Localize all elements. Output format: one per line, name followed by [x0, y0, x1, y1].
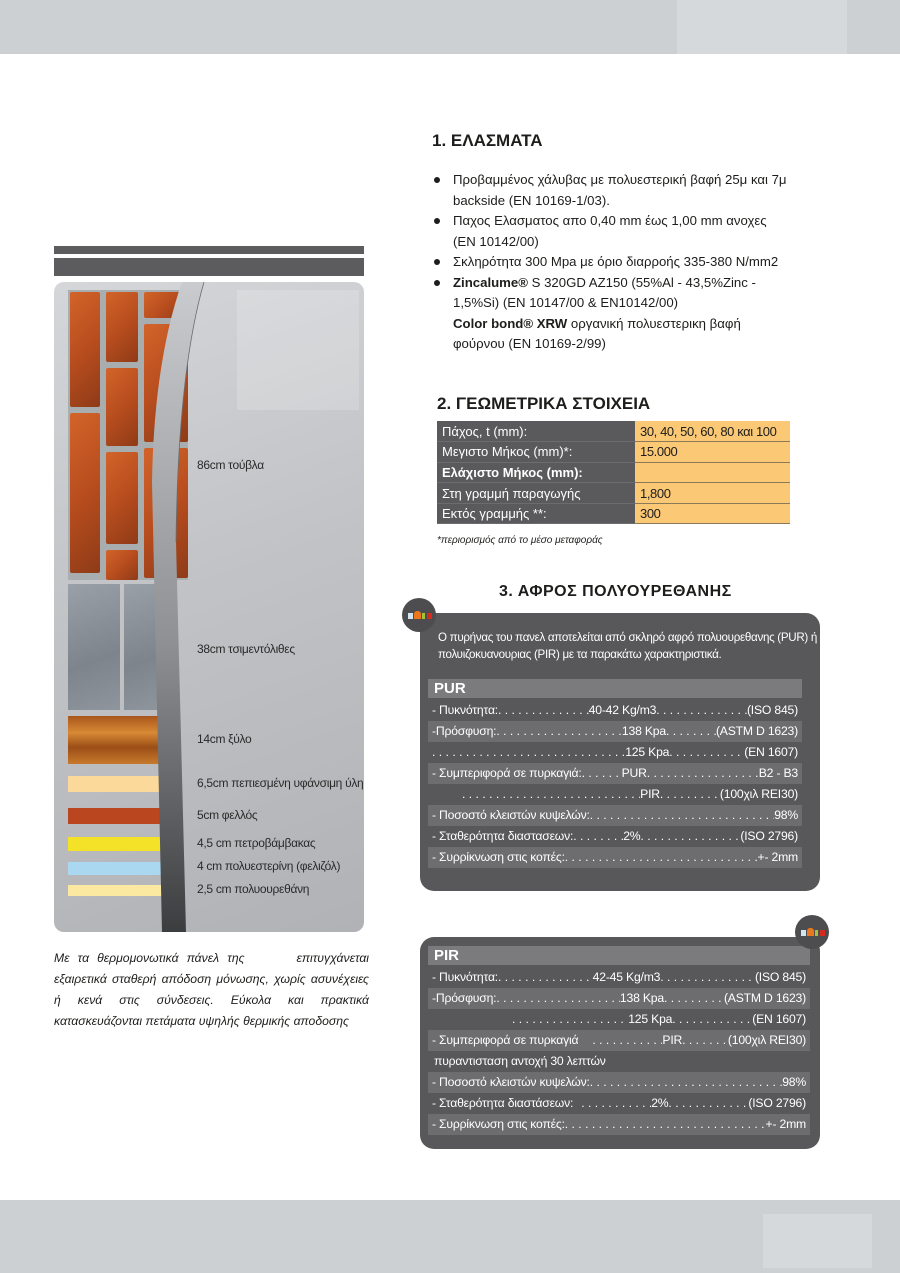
colorbond-spec: οργανική πολυεστερικη βαφή φούρνου (EN 10169-2/99)	[453, 315, 741, 351]
property-row	[428, 784, 802, 805]
pir-box	[420, 937, 820, 1149]
property-value: 125 Kpa	[625, 745, 670, 759]
row-value: 15.000	[635, 442, 790, 463]
row-label: Πάχος, t (mm):	[437, 421, 635, 442]
property-value: PIR	[662, 1033, 683, 1047]
property-standard: +- 2mm	[765, 1117, 806, 1131]
property-row	[428, 805, 802, 826]
property-row	[428, 1114, 810, 1135]
section2-title: 2. ΓΕΩΜΕΤΡΙΚΑ ΣΤΟΙΧΕΙΑ	[437, 394, 651, 413]
table-row	[437, 483, 790, 504]
label-wood: 14cm ξύλο	[197, 732, 252, 746]
property-value: 2%	[623, 829, 641, 843]
property-label: - Συμπεριφορά σε πυρκαγιά	[432, 1033, 579, 1047]
pur-heading: PUR	[428, 679, 802, 698]
property-label: - Πυκνότητα:	[432, 703, 498, 717]
property-label: - Ποσοστό κλειστών κυψελών:	[432, 808, 590, 822]
table-row	[437, 442, 790, 463]
property-standard: (ISO 2796)	[740, 829, 798, 843]
label-polyurethane: 2,5 cm πολυουρεθάνη	[197, 882, 310, 896]
caption-part1: Με τα θερμομονωτικά πάνελ της	[54, 951, 245, 965]
property-label: - Σταθερότητα διαστάσεων:	[432, 1096, 574, 1110]
property-standard: (100χιλ REI30)	[727, 1033, 806, 1047]
label-brick: 86cm τούβλα	[197, 458, 264, 472]
property-row	[428, 721, 802, 742]
table-row	[437, 503, 790, 524]
pur-box	[420, 613, 820, 891]
row-label: Ελάχιστο Μήκος (mm):	[437, 462, 635, 483]
property-row	[428, 1093, 810, 1114]
property-row	[428, 1030, 810, 1051]
section1-bullets	[432, 170, 792, 355]
property-row	[428, 1051, 810, 1072]
property-label: -Πρόσφυση:	[432, 991, 497, 1005]
bullet-item: Παχος Ελασματος απο 0,40 mm έως 1,00 mm ανοχες (EN 10142/00)	[432, 211, 792, 252]
pir-properties	[428, 967, 810, 1135]
bullet-item: Προβαμμένος χάλυβας με πολυεστερική βαφή 25μ και 7μ backside (EN 10169-1/03).	[432, 170, 792, 211]
label-polystyrene: 4 cm πολυεστερίνη (φελιζόλ)	[197, 859, 341, 873]
decorative-bar	[54, 246, 364, 254]
pur-properties	[428, 700, 802, 868]
property-row	[428, 967, 810, 988]
property-standard: (ISO 2796)	[748, 1096, 806, 1110]
property-row	[428, 988, 810, 1009]
property-value: 125 Kpa	[628, 1012, 673, 1026]
panel-curve-graphic	[54, 282, 364, 932]
geometry-table	[437, 421, 790, 524]
wall-thickness-comparison	[54, 282, 364, 932]
property-label: - Συμπεριφορά σε πυρκαγιά:	[432, 766, 582, 780]
foam-intro-text: Ο πυρήνας του πανελ αποτελείται από σκληρό αφρό πολυουρεθανης (PUR) ή πολυιζοκυανουριας (PIR) με τα παρακάτω χαρακτηριστικά.	[438, 631, 818, 661]
property-label: πυραντισταση αντοχή 30 λεπτών	[434, 1054, 606, 1068]
footer-band	[0, 1200, 900, 1273]
house-energy-badge-icon	[795, 915, 829, 949]
property-standard: B2 - B3	[758, 766, 798, 780]
property-row	[428, 1009, 810, 1030]
table-row	[437, 462, 790, 483]
property-row	[428, 700, 802, 721]
property-standard: +- 2mm	[757, 850, 798, 864]
property-label: - Πυκνότητα:	[432, 970, 498, 984]
property-label: - Σταθερότητα διαστασεων:	[432, 829, 574, 843]
property-value: 40-42 Kg/m3	[588, 703, 657, 717]
zincalume-spec: S 320GD AZ150 (55%Al - 43,5%Zinc - 1,5%Si) (EN 10147/00 & EN10142/00)	[453, 274, 756, 310]
property-value: 138 Kpa	[621, 724, 666, 738]
row-value: 300	[635, 503, 790, 524]
bullet-item	[432, 273, 792, 355]
property-label: -Πρόσφυση:	[432, 724, 497, 738]
property-row	[428, 763, 802, 784]
property-standard: (100χιλ REI30)	[719, 787, 798, 801]
row-label: Στη γραμμή παραγωγής	[437, 483, 635, 504]
row-value: 30, 40, 50, 60, 80 και 100	[635, 421, 790, 442]
pir-heading: PIR	[428, 946, 810, 965]
section3-title: 3. ΑΦΡΟΣ ΠΟΛΥΟΥΡΕΘΑΝΗΣ	[499, 583, 732, 600]
property-standard: (ASTM D 1623)	[715, 724, 798, 738]
property-standard: (ISO 845)	[754, 970, 806, 984]
property-standard: 98%	[782, 1075, 806, 1089]
property-standard: 98%	[774, 808, 798, 822]
property-standard: (EN 1607)	[752, 1012, 806, 1026]
property-row	[428, 1072, 810, 1093]
property-standard: (ASTM D 1623)	[723, 991, 806, 1005]
table-row	[437, 421, 790, 442]
property-standard: (ISO 845)	[746, 703, 798, 717]
house-energy-badge-icon	[402, 598, 436, 632]
caption-part2: επιτυγχάνεται εξαιρετικά σταθερή απόδοση μόνωσης, χωρίς ασυνέχειες ή κενά στις σύνδεσεις. Εύκολα και πρακτικά κατασκευάζονται πετάματα υψηλής θερμικής αποδοσης	[54, 951, 369, 1028]
property-value: 42-45 Kg/m3	[592, 970, 661, 984]
bullet-item: Σκληρότητα 300 Mpa με όριο διαρροής 335-380 N/mm2	[432, 252, 792, 273]
property-value: 2%	[651, 1096, 669, 1110]
property-label: - Ποσοστό κλειστών κυψελών:	[432, 1075, 590, 1089]
colorbond-label: Color bond® XRW	[453, 315, 568, 331]
label-concrete-block: 38cm τσιμεντόλιθες	[197, 642, 295, 656]
decorative-bar	[54, 258, 364, 276]
property-standard: (EN 1607)	[744, 745, 798, 759]
label-rockwool: 4,5 cm πετροβάμβακας	[197, 836, 316, 850]
label-cork: 5cm φελλός	[197, 808, 258, 822]
property-value: PUR	[621, 766, 647, 780]
property-value: 138 Kpa	[619, 991, 664, 1005]
footer-tab	[763, 1214, 872, 1268]
header-tab	[677, 0, 847, 54]
property-label: - Συρρίκνωση στις κοπές:	[432, 850, 565, 864]
row-label: Μεγιστο Μήκος (mm)*:	[437, 442, 635, 463]
property-value: PIR	[640, 787, 660, 801]
caption-text	[54, 948, 369, 1032]
header-band	[0, 0, 900, 54]
label-pressed-fiber: 6,5cm πεπιεσμένη υφάνσιμη ύλη	[197, 776, 364, 790]
row-label: Εκτός γραμμής **:	[437, 503, 635, 524]
property-label: - Συρρίκνωση στις κοπές:	[432, 1117, 565, 1131]
section1-title: 1. ΕΛΑΣΜΑΤΑ	[432, 131, 543, 150]
row-value	[635, 462, 790, 483]
row-value: 1,800	[635, 483, 790, 504]
table-footnote: *περιορισμός από το μέσο μεταφοράς	[437, 535, 603, 546]
property-row	[428, 826, 802, 847]
property-row	[428, 847, 802, 868]
zincalume-label: Zincalume®	[453, 274, 528, 290]
property-row	[428, 742, 802, 763]
